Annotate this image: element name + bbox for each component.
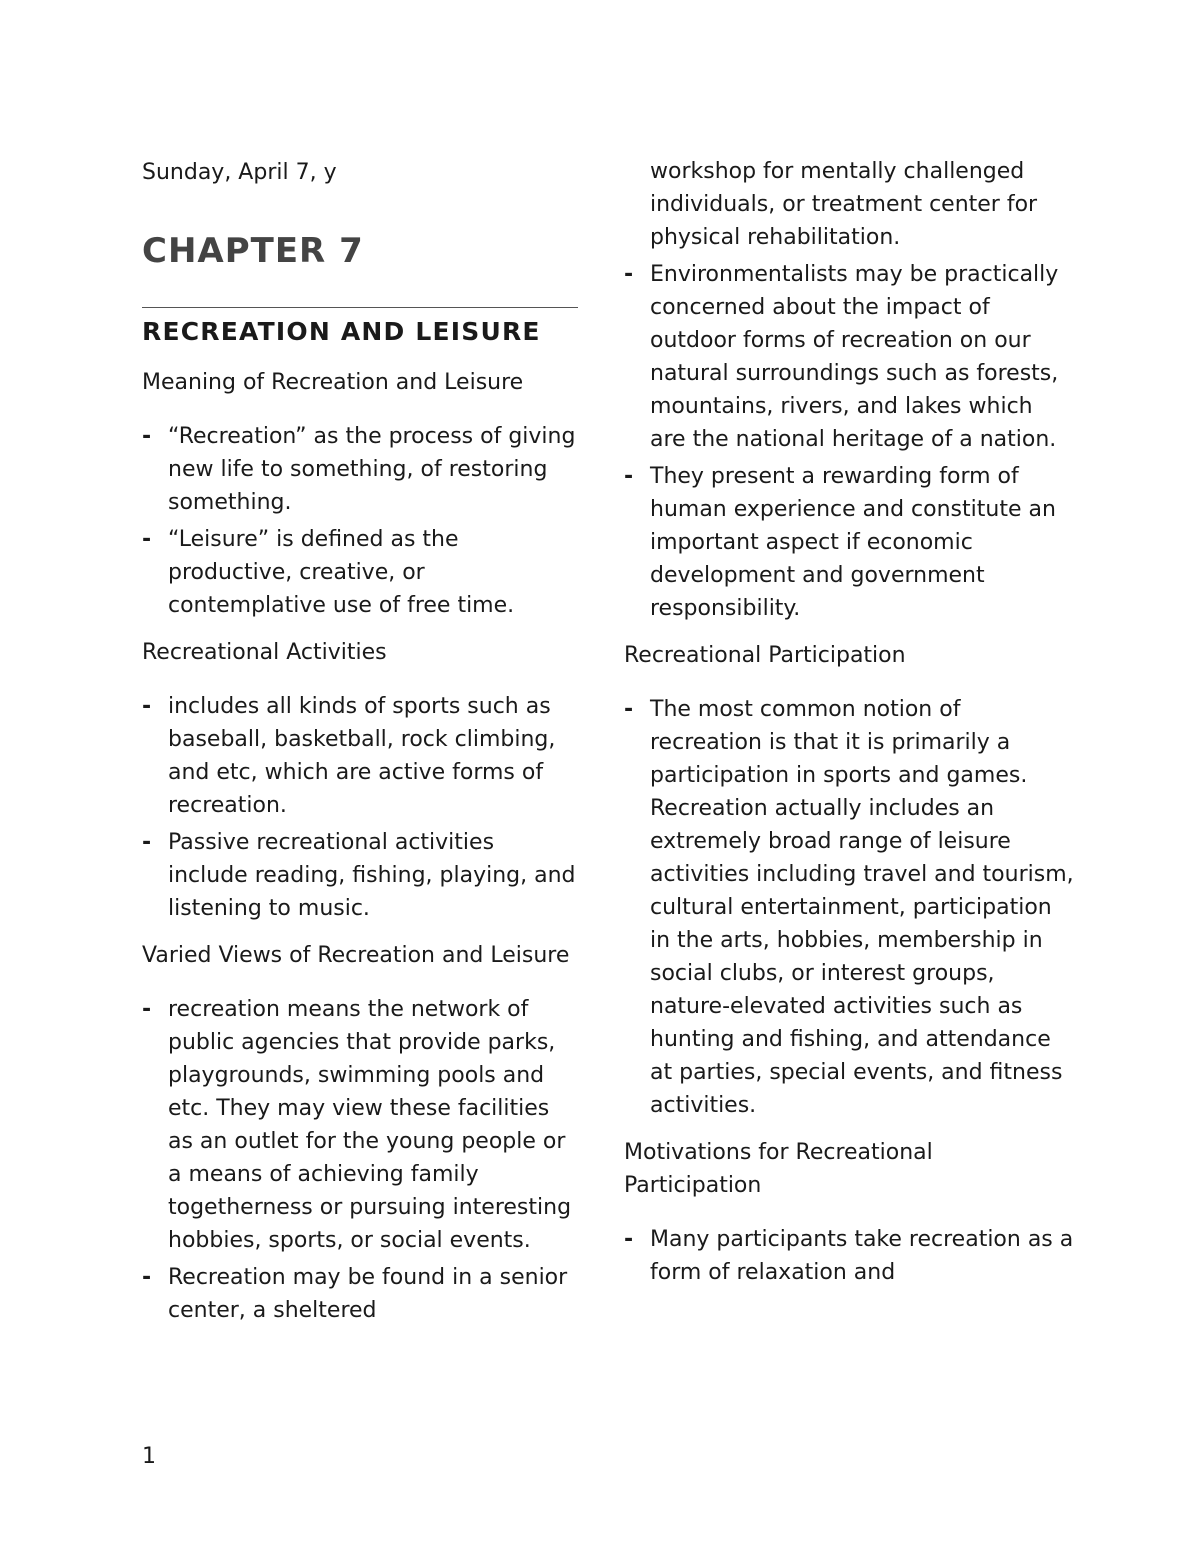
dash-bullet-icon: -	[624, 464, 634, 489]
list-item-text: Many participants take recreation as a form of relaxation and	[650, 1227, 1074, 1285]
page-number: 1	[142, 1444, 156, 1469]
list-item-text: includes all kinds of sports such as baseball, basketball, rock climbing, and etc, which are active forms of recreation.	[168, 694, 556, 818]
dash-bullet-icon: -	[142, 424, 152, 449]
list-item	[142, 690, 578, 822]
dash-bullet-icon: -	[142, 527, 152, 552]
list-item-text: recreation means the network of public agencies that provide parks, playgrounds, swimming pools and etc. They may view these facilities as an outlet for the young people or a means of achieving family togetherness or pursuing interesting hobbies, sports, or social events.	[168, 997, 572, 1253]
heading-participation: Recreational Participation	[624, 643, 906, 668]
heading-meaning: Meaning of Recreation and Leisure	[142, 370, 524, 395]
heading-activities: Recreational Activities	[142, 640, 387, 665]
list-item-text: Recreation may be found in a senior center, a sheltered	[168, 1265, 568, 1323]
section-title: RECREATION AND LEISURE	[142, 317, 541, 346]
dash-bullet-icon: -	[624, 262, 634, 287]
list-item	[624, 258, 1074, 456]
list-item	[142, 993, 578, 1257]
document-date: Sunday, April 7, y	[142, 160, 337, 185]
list-item	[142, 1261, 578, 1327]
dash-bullet-icon: -	[142, 830, 152, 855]
list-item-text: They present a rewarding form of human experience and constitute an important aspect if economic development and government responsibility.	[650, 464, 1056, 621]
list-item	[142, 826, 578, 925]
list-item	[624, 1223, 1074, 1289]
list-item-text: Passive recreational activities include reading, fishing, playing, and listening to music.	[168, 830, 576, 921]
list-item-text: “Recreation” as the process of giving new life to something, of restoring something.	[168, 424, 576, 515]
chapter-title: CHAPTER 7	[142, 231, 364, 271]
list-item	[624, 693, 1074, 1122]
dash-bullet-icon: -	[142, 997, 152, 1022]
heading-motivations: Motivations for Recreational Participation	[624, 1140, 933, 1198]
dash-bullet-icon: -	[142, 1265, 152, 1290]
list-item-text: The most common notion of recreation is that it is primarily a participation in sports and games. Recreation actually includes an extremely broad range of leisure activities including travel and tourism, cultural entertainment, participation in the arts, hobbies, membership in social clubs, or interest groups, nature-elevated activities such as hunting and fishing, and attendance at parties, special events, and fitness activities.	[650, 697, 1074, 1118]
dash-bullet-icon: -	[142, 694, 152, 719]
list-item-text: Environmentalists may be practically concerned about the impact of outdoor forms of recreation on our natural surroundings such as forests, mountains, rivers, and lakes which are the national heritage of a nation.	[650, 262, 1059, 452]
dash-bullet-icon: -	[624, 1227, 634, 1252]
right-column-body	[624, 155, 1074, 1293]
list-item-continuation: workshop for mentally challenged individuals, or treatment center for physical rehabilitation.	[650, 159, 1038, 250]
list-item	[142, 420, 578, 519]
list-item-text: “Leisure” is defined as the productive, creative, or contemplative use of free time.	[168, 527, 515, 618]
left-column-body	[142, 366, 578, 1331]
heading-views: Varied Views of Recreation and Leisure	[142, 943, 570, 968]
list-item	[624, 460, 1074, 625]
title-divider	[142, 307, 578, 308]
list-item	[142, 523, 578, 622]
dash-bullet-icon: -	[624, 697, 634, 722]
